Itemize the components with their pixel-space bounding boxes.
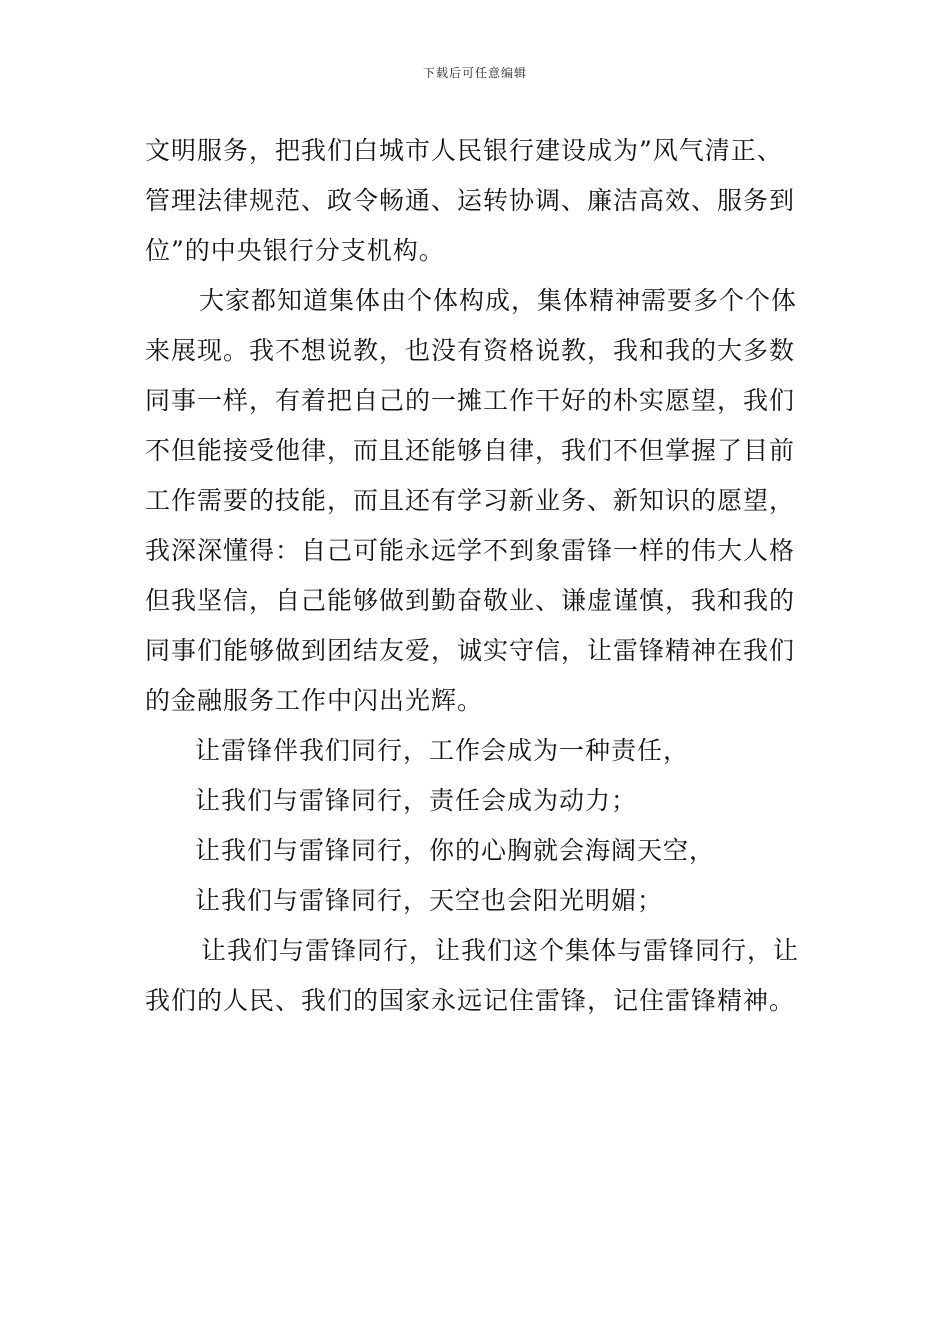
- text-line: 让我们与雷锋同行，让我们这个集体与雷锋同行，让: [201, 936, 800, 965]
- paragraph-6: [145, 876, 810, 926]
- text-line: 让我们与雷锋同行，你的心胸就会海阔天空，: [195, 836, 716, 865]
- text-line: 让我们与雷锋同行，天空也会阳光明媚；: [195, 886, 664, 915]
- paragraph-3: [145, 726, 810, 776]
- paragraph-1: [145, 126, 810, 276]
- text-line: 我们的人民、我们的国家永远记住雷锋，记住雷锋精神。: [145, 986, 796, 1015]
- text-line: 大家都知道集体由个体构成，集体精神需要多个个体: [199, 286, 798, 315]
- text-line: 我深深懂得：自己可能永远学不到象雷锋一样的伟大人格: [145, 536, 796, 565]
- text-line: 的金融服务工作中闪出光辉。: [145, 686, 484, 715]
- text-line: 文明服务，把我们白城市人民银行建设成为”风气清正、: [145, 136, 783, 165]
- text-line: 让我们与雷锋同行，责任会成为动力；: [195, 786, 638, 815]
- text-line: 工作需要的技能，而且还有学习新业务、新知识的愿望，: [145, 486, 796, 515]
- text-line: 同事一样，有着把自己的一摊工作干好的朴实愿望，我们: [145, 386, 796, 415]
- page-header: 下载后可任意编辑: [422, 66, 527, 80]
- text-line: 位”的中央银行分支机构。: [145, 236, 445, 265]
- text-line: 管理法律规范、政令畅通、运转协调、廉洁高效、服务到: [145, 186, 796, 215]
- document-body: [145, 126, 810, 1026]
- paragraph-2: [145, 276, 810, 726]
- text-line: 同事们能够做到团结友爱，诚实守信，让雷锋精神在我们: [145, 636, 796, 665]
- text-line: 但我坚信，自己能够做到勤奋敬业、谦虚谨慎，我和我的: [145, 586, 796, 615]
- paragraph-5: [145, 826, 810, 876]
- paragraph-7: [145, 926, 810, 1026]
- text-line: 让雷锋伴我们同行，工作会成为一种责任，: [195, 736, 690, 765]
- text-line: 不但能接受他律，而且还能够自律，我们不但掌握了目前: [145, 436, 796, 465]
- text-line: 来展现。我不想说教，也没有资格说教，我和我的大多数: [145, 336, 796, 365]
- paragraph-4: [145, 776, 810, 826]
